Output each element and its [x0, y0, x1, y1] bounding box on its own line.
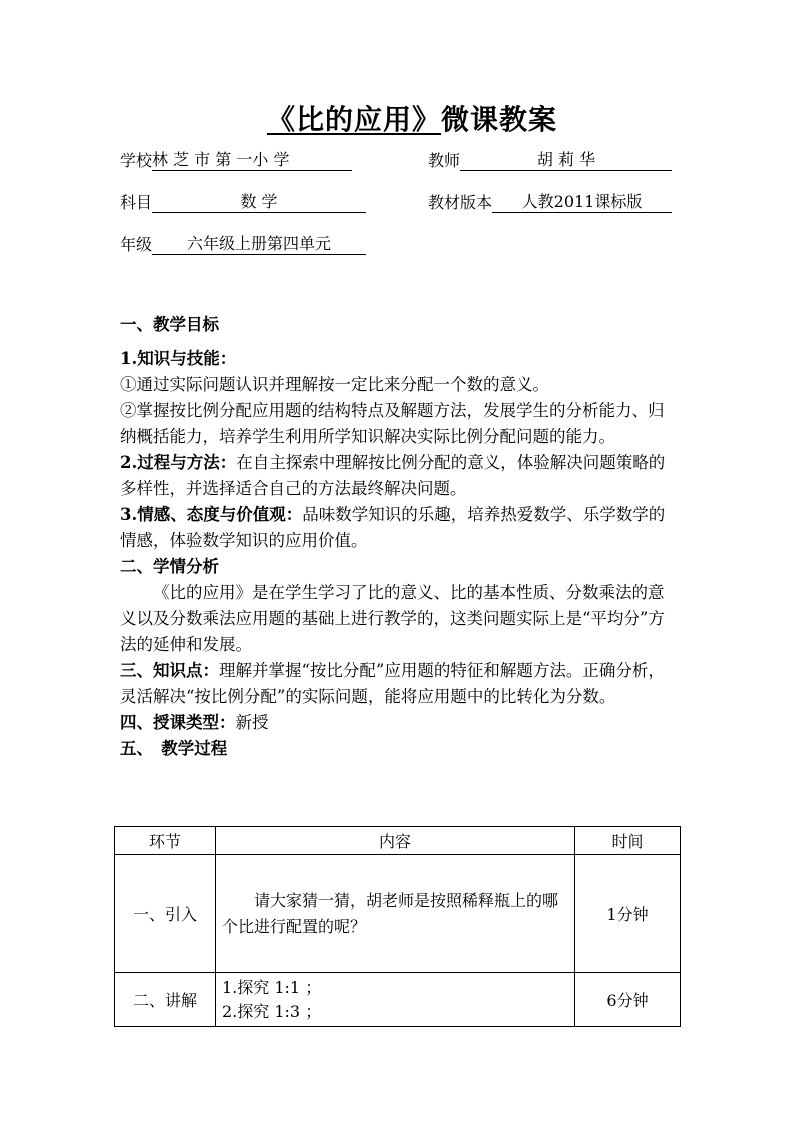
table-header-row — [115, 827, 681, 855]
edition-row — [428, 190, 672, 213]
teacher-value: 胡 莉 华 — [460, 150, 672, 171]
knowledge-point-label: 三、知识点： — [120, 661, 219, 680]
grade-label: 年级 — [120, 235, 153, 254]
teacher-label: 教师 — [428, 151, 461, 170]
page-title: 《比的应用》微课教案 — [266, 103, 558, 136]
table-header-time: 时间 — [575, 827, 681, 855]
lesson-body — [120, 312, 680, 762]
time-cell: 1分钟 — [575, 855, 681, 973]
analysis-text: 《比的应用》是在学生学习了比的意义、比的基本性质、分数乘法的意义以及分数乘法应用题的基础上进行教学的，这类问题实际上是“平均分”方法的延伸和发展。 — [120, 583, 665, 654]
table-header-stage: 环节 — [115, 827, 216, 855]
edition-label: 教材版本 — [428, 193, 493, 212]
content-cell — [216, 973, 575, 1027]
process-method-label: 2.过程与方法： — [120, 453, 237, 472]
section-heading-process: 五、 教学过程 — [120, 739, 228, 758]
table-row — [115, 973, 681, 1027]
lesson-type-text: 新授 — [235, 713, 269, 732]
teacher-row — [428, 148, 672, 171]
stage-cell: 一、引入 — [115, 855, 216, 973]
school-row — [120, 148, 352, 171]
section-heading-analysis: 二、学情分析 — [120, 557, 219, 576]
process-method-text: 在自主探索中理解按比例分配的意义，体验解决问题策略的多样性，并选择适合自己的方法最终解决问题。 — [120, 453, 666, 498]
subject-label: 科目 — [120, 193, 153, 212]
emotion-values-text: 品味数学知识的乐趣，培养热爱数学、乐学数学的情感，体验数学知识的应用价值。 — [120, 505, 666, 550]
process-table — [114, 826, 681, 1027]
goal-item-1: ①通过实际问题认识并理解按一定比来分配一个数的意义。 — [120, 375, 549, 394]
content-text: 请大家猜一猜，胡老师是按照稀释瓶上的哪个比进行配置的呢？ — [222, 890, 559, 936]
content-line: 2.探究 1:3 ； — [222, 1001, 322, 1021]
table-row — [115, 855, 681, 973]
goal-item-2: ②掌握按比例分配应用题的结构特点及解题方法，发展学生的分析能力、归纳概括能力，培养学生利用所学知识解决实际比例分配问题的能力。 — [120, 401, 665, 446]
content-line: 1.探究 1:1 ； — [222, 977, 322, 997]
subject-value: 数 学 — [152, 192, 366, 213]
lesson-type-label: 四、授课类型： — [120, 713, 236, 732]
school-label: 学校 — [120, 151, 153, 170]
knowledge-point-text: 理解并掌握“按比分配”应用题的特征和解题方法。正确分析，灵活解决“按比例分配”的实际问题，能将应用题中的比转化为分数。 — [120, 661, 665, 706]
grade-row — [120, 232, 366, 255]
edition-value: 人教2011课标版 — [492, 192, 672, 213]
section-heading-goals: 一、教学目标 — [120, 315, 219, 334]
time-cell: 6分钟 — [575, 973, 681, 1027]
knowledge-skills-label: 1.知识与技能： — [120, 349, 237, 368]
subject-row — [120, 190, 366, 213]
grade-value: 六年级上册第四单元 — [152, 234, 366, 255]
stage-cell: 二、讲解 — [115, 973, 216, 1027]
table-header-content: 内容 — [216, 827, 575, 855]
content-cell — [216, 855, 575, 973]
school-value: 林 芝 市 第 一小 学 — [152, 150, 352, 171]
emotion-values-label: 3.情感、态度与价值观： — [120, 505, 303, 524]
